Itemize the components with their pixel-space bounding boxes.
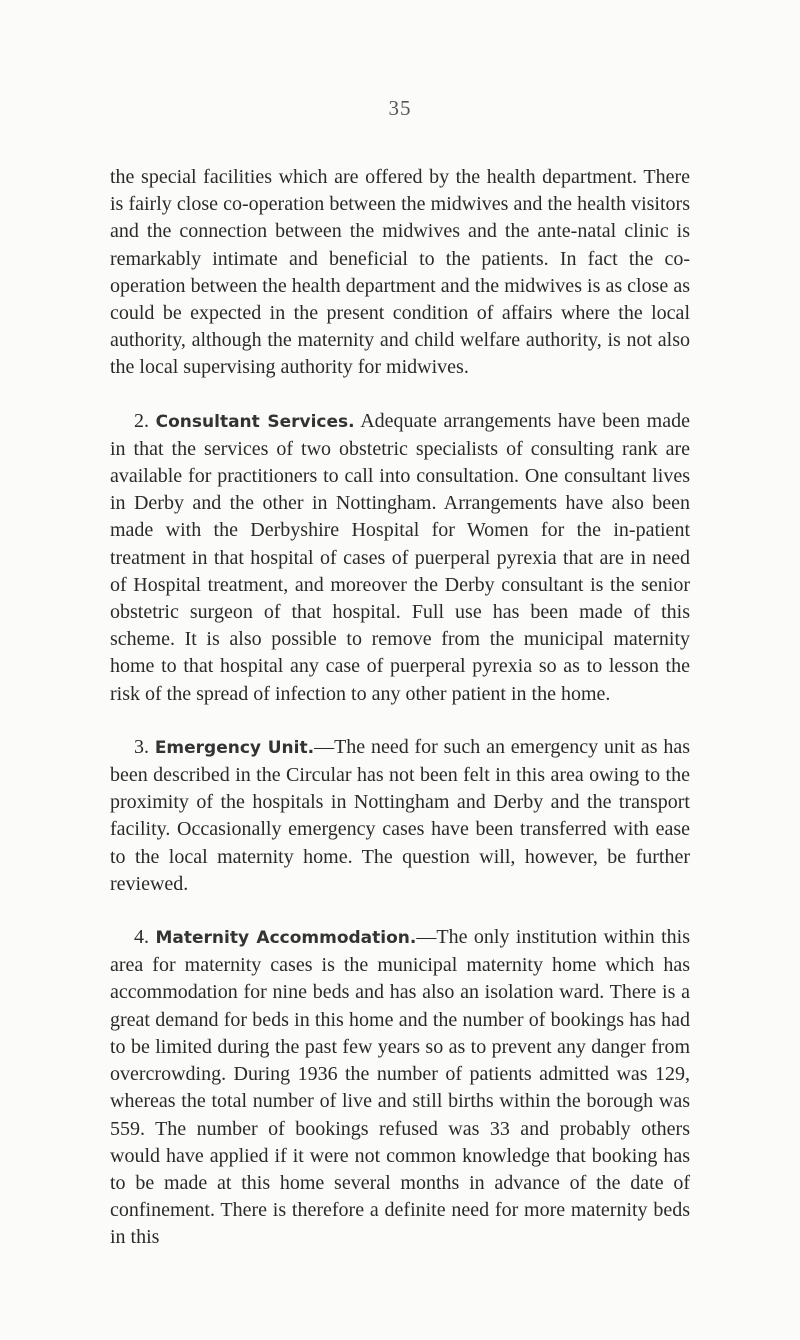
section-heading: Maternity Accommodation. — [155, 928, 417, 949]
section-number: 2. — [134, 409, 149, 432]
section-heading: Consultant Services. — [155, 411, 355, 432]
section-text: Adequate arrangements have been made in that the services of two obstetric specialists of consulting rank are available for practitioners to call into consultation. One consultant lives in Derby and the other in Nottingham. Arrangements have also been made with the Derbyshire Hospital for Women for the in-patient treatment in that hospital of cases of puerperal pyrexia that are in need of Hospital treatment, and moreover the Derby consultant is the senior obstetric surgeon of that hospital. Full use has been made of this scheme. It is also possible to remove from the municipal maternity home to that hospital any case of puerperal pyrexia so as to lesson the risk of the spread of infection to any other patient in the home. — [110, 409, 690, 705]
section-consultant-services — [110, 408, 690, 708]
section-number: 3. — [134, 735, 149, 758]
page-number: 35 — [388, 96, 412, 120]
section-emergency-unit — [110, 734, 690, 898]
section-heading: Emergency Unit. — [154, 737, 315, 758]
section-maternity-accommodation — [110, 924, 690, 1251]
section-number: 4. — [134, 926, 149, 949]
intro-paragraph: the special facilities which are offered by the health department. There is fairly close co-operation between the midwives and the health visitors and the connection between the midwives and the ante-natal clinic is remarkably intimate and beneficial to the patients. In fact the co-operation between the health department and the midwives is as close as could be expected in the present condition of affairs where the local authority, although the maternity and child welfare authority, is not also the local supervising authority for midwives. — [110, 166, 690, 379]
section-text: —The only institution within this area for maternity cases is the municipal maternity home which has accommodation for nine beds and has also an isolation ward. There is a great demand for beds in this home and the number of bookings has had to be limited during the past few years so as to prevent any danger from overcrowding. During 1936 the number of patients admitted was 129, whereas the total number of live and still births within the borough was 559. The number of bookings refused was 33 and probably others would have applied if it were not common knowledge that booking has to be made at this home several months in advance of the date of confinement. There is therefore a definite need for more maternity beds in this — [110, 926, 690, 1249]
section-text: —The need for such an emergency unit as has been described in the Circular has not been felt in this area owing to the proximity of the hospitals in Nottingham and Derby and the transport facility. Occasionally emergency cases have been transferred with ease to the local maternity home. The question will, however, be further reviewed. — [110, 735, 691, 895]
body-text — [110, 164, 690, 1252]
